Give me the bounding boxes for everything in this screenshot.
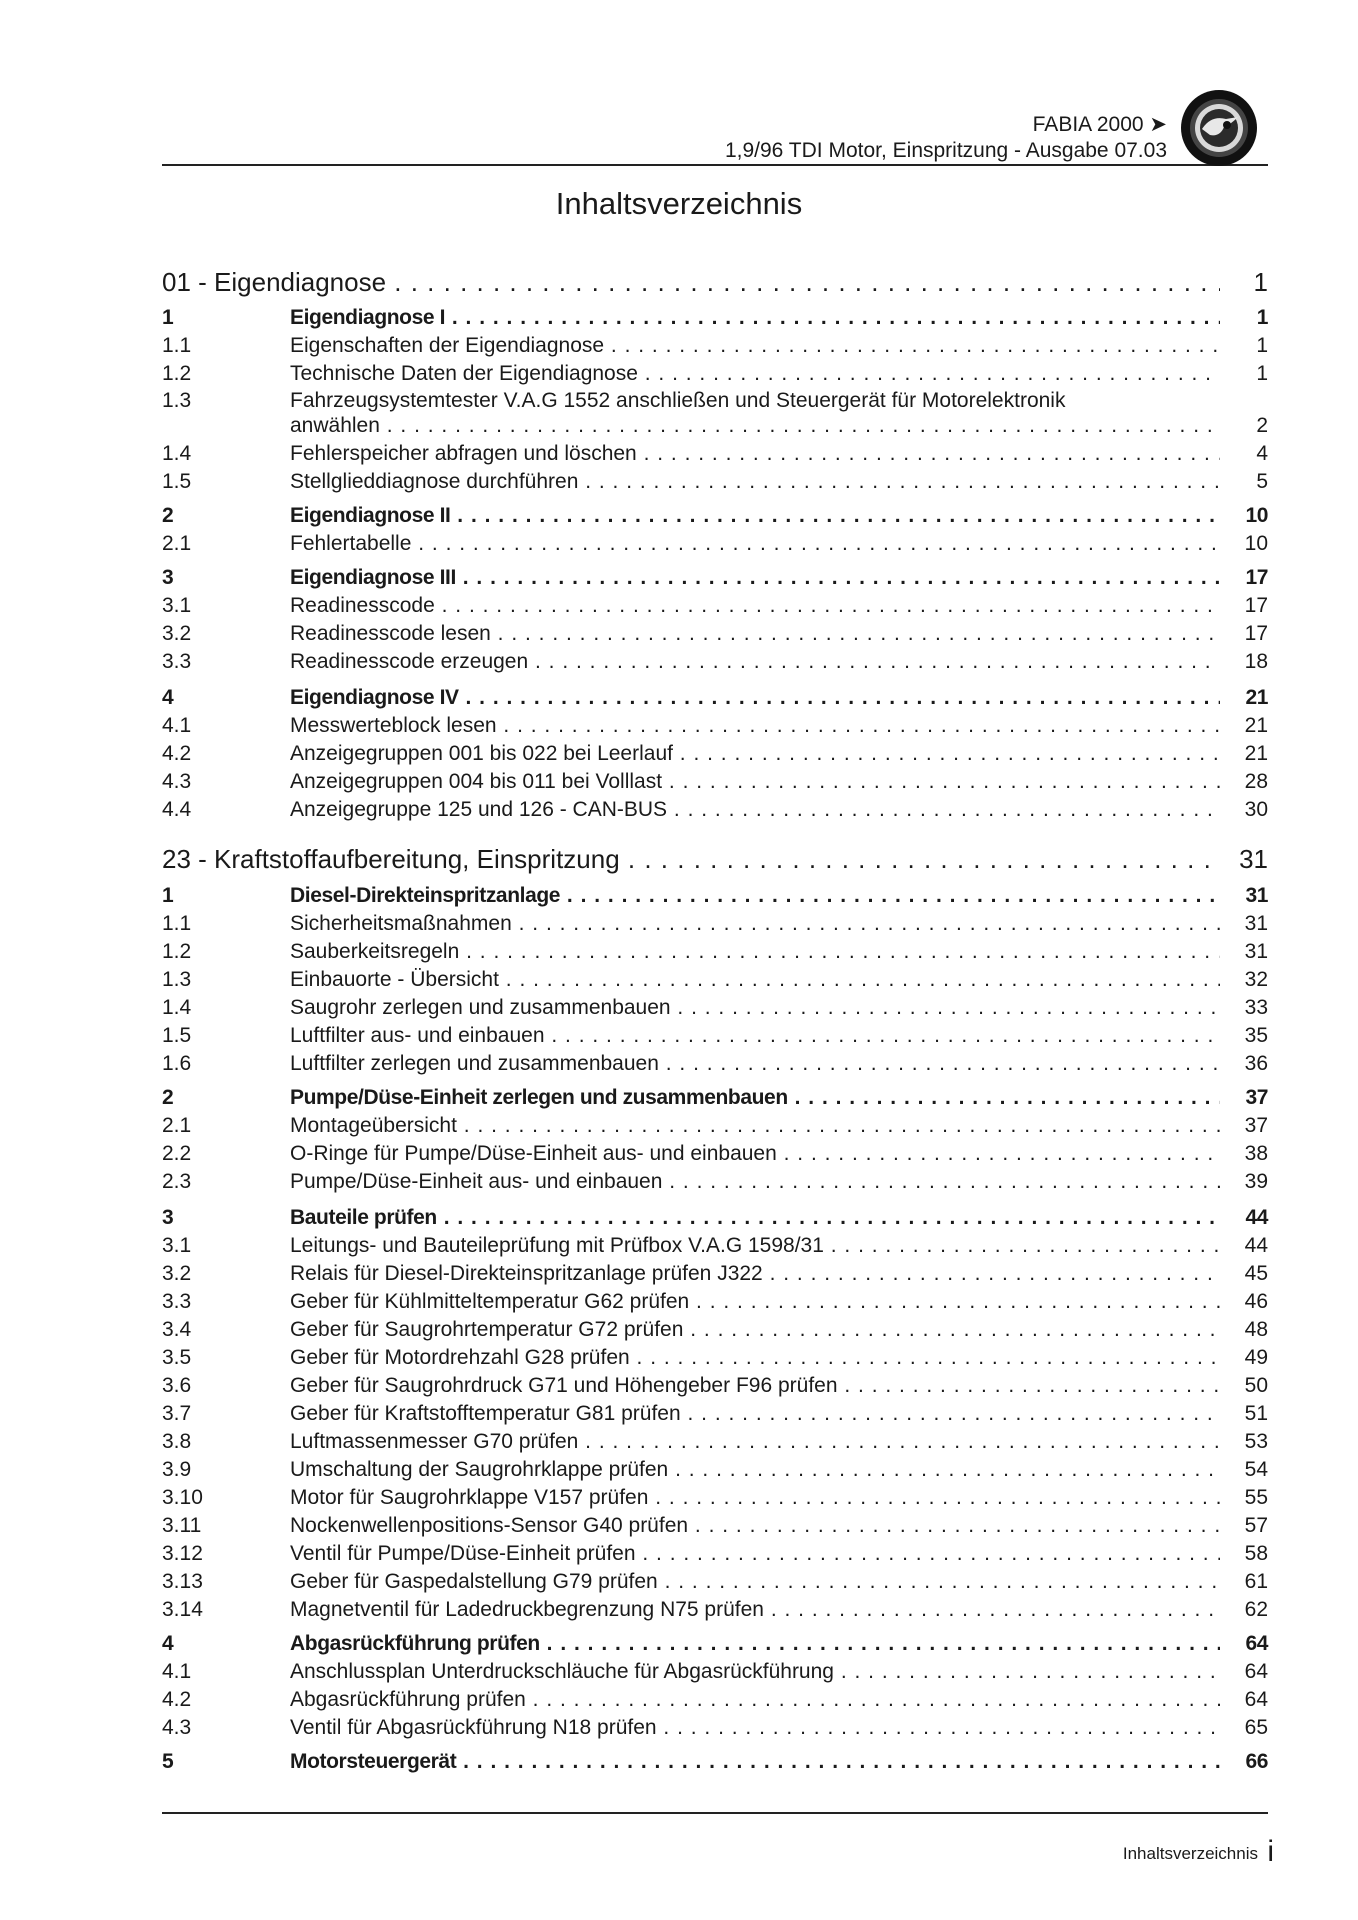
toc-label: Relais für Diesel-Direkteinspritzanlage prüfen J322 . . . bbox=[162, 1262, 1220, 1286]
footer-label: Inhaltsverzeichnis bbox=[1122, 1844, 1258, 1863]
toc-label: Eigendiagnose IV . . . bbox=[162, 686, 1220, 710]
toc-number: 3.3 bbox=[162, 1290, 192, 1313]
toc-subsection[interactable] bbox=[162, 1290, 1268, 1314]
toc-number: 3.9 bbox=[162, 1458, 192, 1481]
toc-section[interactable] bbox=[162, 1206, 1268, 1230]
toc-label: Abgasrückführung prüfen . . . bbox=[162, 1688, 1220, 1712]
toc-number: 1.3 bbox=[162, 389, 192, 412]
toc-number: 3.13 bbox=[162, 1570, 203, 1593]
toc-section[interactable] bbox=[162, 306, 1268, 330]
toc-number: 2 bbox=[162, 1086, 174, 1109]
toc-subsection[interactable] bbox=[162, 798, 1268, 822]
toc-label: Geber für Saugrohrdruck G71 und Höhengeber F96 prüfen . . . bbox=[162, 1374, 1220, 1398]
skoda-logo-icon bbox=[1180, 89, 1258, 167]
toc-number: 3.2 bbox=[162, 1262, 192, 1285]
toc-number: 3 bbox=[162, 566, 174, 589]
toc-number: 3.1 bbox=[162, 594, 192, 617]
toc-subsection[interactable] bbox=[162, 1430, 1268, 1454]
toc-subsection[interactable] bbox=[162, 1318, 1268, 1342]
toc-number: 2.3 bbox=[162, 1170, 192, 1193]
toc-page: 17 bbox=[1244, 594, 1268, 617]
toc-label: Geber für Saugrohrtemperatur G72 prüfen . . . bbox=[162, 1318, 1220, 1342]
toc-label: Luftfilter zerlegen und zusammenbauen . . . bbox=[162, 1052, 1220, 1076]
toc-page: 10 bbox=[1244, 532, 1268, 555]
toc-label: Einbauorte - Übersicht . . . bbox=[162, 968, 1220, 992]
toc-page: 44 bbox=[1245, 1206, 1268, 1229]
toc-subsection[interactable] bbox=[162, 1374, 1268, 1398]
toc-number: 3.12 bbox=[162, 1542, 203, 1565]
toc-label: Leitungs- und Bauteileprüfung mit Prüfbox V.A.G 1598/31 . . . bbox=[162, 1234, 1220, 1258]
toc-number: 1.3 bbox=[162, 968, 192, 991]
toc-label: Readinesscode erzeugen . . . bbox=[162, 650, 1220, 674]
toc-section[interactable] bbox=[162, 1086, 1268, 1110]
toc-label: Luftfilter aus- und einbauen . . . bbox=[162, 1024, 1220, 1048]
toc-page: 1 bbox=[1256, 362, 1268, 385]
toc-section[interactable] bbox=[162, 566, 1268, 590]
toc-number: 5 bbox=[162, 1750, 174, 1773]
toc-subsection[interactable] bbox=[162, 1262, 1268, 1286]
toc-number: 1 bbox=[162, 306, 174, 329]
toc-number: 3.6 bbox=[162, 1374, 192, 1397]
toc-page: 64 bbox=[1244, 1688, 1268, 1711]
toc-label: Fehlerspeicher abfragen und löschen . . . bbox=[162, 442, 1220, 466]
toc-label: Eigenschaften der Eigendiagnose . . . bbox=[162, 334, 1220, 358]
toc-page: 38 bbox=[1244, 1142, 1268, 1165]
toc-label: Sauberkeitsregeln . . . bbox=[162, 940, 1220, 964]
toc-subsection[interactable] bbox=[162, 1052, 1268, 1076]
toc-page: 31 bbox=[1244, 940, 1268, 963]
toc-number: 4.3 bbox=[162, 1716, 192, 1739]
toc-page: 4 bbox=[1256, 442, 1268, 465]
toc-page: 28 bbox=[1244, 770, 1268, 793]
toc-number: 4 bbox=[162, 686, 174, 709]
toc-subsection[interactable] bbox=[162, 770, 1268, 794]
toc-page: 31 bbox=[1245, 884, 1268, 907]
toc-label: Magnetventil für Ladedruckbegrenzung N75 prüfen . . . bbox=[162, 1598, 1220, 1622]
toc-page: 49 bbox=[1244, 1346, 1268, 1369]
toc-page: 2 bbox=[1256, 414, 1268, 437]
toc-subsection[interactable] bbox=[162, 622, 1268, 646]
toc-page: 21 bbox=[1244, 742, 1268, 765]
toc-subsection[interactable] bbox=[162, 1688, 1268, 1712]
toc-page: 37 bbox=[1245, 1086, 1268, 1109]
toc-subsection[interactable] bbox=[162, 334, 1268, 358]
toc-label: Montageübersicht . . . bbox=[162, 1114, 1220, 1138]
toc-page: 50 bbox=[1244, 1374, 1268, 1397]
toc-subsection[interactable] bbox=[162, 1542, 1268, 1566]
toc-number: 1.5 bbox=[162, 1024, 192, 1047]
toc-label: Motor für Saugrohrklappe V157 prüfen . . . bbox=[162, 1486, 1220, 1510]
toc-number: 1.2 bbox=[162, 362, 192, 385]
toc-subsection[interactable] bbox=[162, 1598, 1268, 1622]
toc-label: Technische Daten der Eigendiagnose . . . bbox=[162, 362, 1220, 386]
toc-subsection[interactable] bbox=[162, 1142, 1268, 1166]
toc-page: 62 bbox=[1244, 1598, 1268, 1621]
toc-number: 3.8 bbox=[162, 1430, 192, 1453]
toc-label: Messwerteblock lesen . . . bbox=[162, 714, 1220, 738]
toc-page: 45 bbox=[1244, 1262, 1268, 1285]
toc-page: 31 bbox=[1244, 912, 1268, 935]
toc-subsection[interactable] bbox=[162, 594, 1268, 618]
toc-page: 53 bbox=[1244, 1430, 1268, 1453]
toc-label: Eigendiagnose II . . . bbox=[162, 504, 1220, 528]
toc-page: 5 bbox=[1256, 470, 1268, 493]
toc-number: 1.6 bbox=[162, 1052, 192, 1075]
toc-subsection[interactable] bbox=[162, 1514, 1268, 1538]
toc-chapter[interactable] bbox=[162, 844, 1268, 875]
toc-label: Bauteile prüfen . . . bbox=[162, 1206, 1220, 1230]
toc-number: 2.2 bbox=[162, 1142, 192, 1165]
toc-label: Readinesscode . . . bbox=[162, 594, 1220, 618]
toc-page: 17 bbox=[1245, 566, 1268, 589]
toc-number: 3.5 bbox=[162, 1346, 192, 1369]
toc-subsection[interactable] bbox=[162, 1170, 1268, 1194]
toc-section[interactable] bbox=[162, 1632, 1268, 1656]
toc-label: Anzeigegruppen 001 bis 022 bei Leerlauf . . . bbox=[162, 742, 1220, 766]
toc-label: Sicherheitsmaßnahmen . . . bbox=[162, 912, 1220, 936]
document-subtitle: 1,9/96 TDI Motor, Einspritzung - Ausgabe 07.03 bbox=[724, 139, 1167, 162]
toc-chapter[interactable] bbox=[162, 267, 1268, 298]
toc-label: Saugrohr zerlegen und zusammenbauen . . . bbox=[162, 996, 1220, 1020]
toc-number: 3.7 bbox=[162, 1402, 192, 1425]
toc-subsection[interactable] bbox=[162, 968, 1268, 992]
toc-label: 23 - Kraftstoffaufbereitung, Einspritzung . . . bbox=[162, 844, 1220, 875]
toc-page: 39 bbox=[1244, 1170, 1268, 1193]
toc-page: 64 bbox=[1244, 1660, 1268, 1683]
toc-label: Geber für Kühlmitteltemperatur G62 prüfen . . . bbox=[162, 1290, 1220, 1314]
toc-page: 32 bbox=[1244, 968, 1268, 991]
toc-page: 17 bbox=[1244, 622, 1268, 645]
toc-number: 2 bbox=[162, 504, 174, 527]
toc-label: O-Ringe für Pumpe/Düse-Einheit aus- und einbauen . . . bbox=[162, 1142, 1220, 1166]
toc-page: 54 bbox=[1244, 1458, 1268, 1481]
toc-page: 58 bbox=[1244, 1542, 1268, 1565]
toc-number: 3 bbox=[162, 1206, 174, 1229]
toc-page: 51 bbox=[1244, 1402, 1268, 1425]
toc-page: 1 bbox=[1253, 267, 1268, 297]
toc-number: 4.3 bbox=[162, 770, 192, 793]
toc-subsection[interactable] bbox=[162, 912, 1268, 936]
toc-page: 66 bbox=[1245, 1750, 1268, 1773]
toc-page: 61 bbox=[1244, 1570, 1268, 1593]
toc-subsection[interactable] bbox=[162, 1458, 1268, 1482]
toc-number: 4.4 bbox=[162, 798, 192, 821]
toc-page: 10 bbox=[1245, 504, 1268, 527]
toc-number: 4.1 bbox=[162, 1660, 192, 1683]
toc-section[interactable] bbox=[162, 504, 1268, 528]
toc-page: 48 bbox=[1244, 1318, 1268, 1341]
page-title: Inhaltsverzeichnis bbox=[555, 186, 803, 221]
toc-number: 1.5 bbox=[162, 470, 192, 493]
toc-label: Fehlertabelle . . . bbox=[162, 532, 1220, 556]
toc-subsection[interactable] bbox=[162, 362, 1268, 386]
toc-subsection[interactable] bbox=[162, 1024, 1268, 1048]
vehicle-model: FABIA 2000 ➤ bbox=[1032, 113, 1167, 136]
toc-page: 21 bbox=[1245, 686, 1268, 709]
toc-label: Nockenwellenpositions-Sensor G40 prüfen . . . bbox=[162, 1514, 1220, 1538]
toc-page: 33 bbox=[1244, 996, 1268, 1019]
toc-number: 3.10 bbox=[162, 1486, 203, 1509]
toc-page: 44 bbox=[1244, 1234, 1268, 1257]
toc-subsection[interactable] bbox=[162, 996, 1268, 1020]
toc-number: 3.11 bbox=[162, 1514, 202, 1537]
toc-page: 57 bbox=[1244, 1514, 1268, 1537]
toc-number: 1.4 bbox=[162, 442, 192, 465]
toc-page: 65 bbox=[1244, 1716, 1268, 1739]
toc-number: 4.1 bbox=[162, 714, 192, 737]
toc-page: 31 bbox=[1239, 844, 1268, 874]
toc-label: Umschaltung der Saugrohrklappe prüfen . . . bbox=[162, 1458, 1220, 1482]
toc-number: 1.2 bbox=[162, 940, 192, 963]
toc-label: Stellglieddiagnose durchführen . . . bbox=[162, 470, 1220, 494]
toc-subsection[interactable] bbox=[162, 1570, 1268, 1594]
toc-page: 35 bbox=[1244, 1024, 1268, 1047]
toc-page: 30 bbox=[1244, 798, 1268, 821]
toc-label: Anzeigegruppen 004 bis 011 bei Volllast . . . bbox=[162, 770, 1220, 794]
header-divider bbox=[162, 164, 1268, 166]
toc-label: Geber für Motordrehzahl G28 prüfen . . . bbox=[162, 1346, 1220, 1370]
toc-label: 01 - Eigendiagnose . . . bbox=[162, 267, 1220, 298]
toc-subsection[interactable] bbox=[162, 1114, 1268, 1138]
toc-label: Motorsteuergerät . . . bbox=[162, 1750, 1220, 1774]
toc-number: 4.2 bbox=[162, 1688, 192, 1711]
toc-number: 3.14 bbox=[162, 1598, 203, 1621]
toc-label: Eigendiagnose III . . . bbox=[162, 566, 1220, 590]
toc-label: Geber für Gaspedalstellung G79 prüfen . . . bbox=[162, 1570, 1220, 1594]
toc-subsection[interactable] bbox=[162, 650, 1268, 674]
toc-subsection[interactable] bbox=[162, 1486, 1268, 1510]
toc-page: 1 bbox=[1256, 334, 1268, 357]
toc-label: Eigendiagnose I . . . bbox=[162, 306, 1220, 330]
toc-subsection[interactable] bbox=[162, 1402, 1268, 1426]
toc-page: 55 bbox=[1244, 1486, 1268, 1509]
toc-section[interactable] bbox=[162, 1750, 1268, 1774]
page-header bbox=[162, 108, 1268, 165]
toc-number: 1.1 bbox=[162, 912, 192, 935]
toc-subsection[interactable] bbox=[162, 714, 1268, 738]
toc-subsection[interactable] bbox=[162, 1716, 1268, 1740]
toc-number: 2.1 bbox=[162, 532, 192, 555]
toc-label: Geber für Kraftstofftemperatur G81 prüfen . . . bbox=[162, 1402, 1220, 1426]
toc-page: 36 bbox=[1244, 1052, 1268, 1075]
toc-subsection[interactable] bbox=[162, 470, 1268, 494]
toc-label: Pumpe/Düse-Einheit zerlegen und zusammenbauen . . . bbox=[162, 1086, 1220, 1110]
toc-section[interactable] bbox=[162, 884, 1268, 908]
toc-subsection[interactable] bbox=[162, 940, 1268, 964]
toc-number: 4 bbox=[162, 1632, 174, 1655]
toc-number: 2.1 bbox=[162, 1114, 192, 1137]
toc-label: Readinesscode lesen . . . bbox=[162, 622, 1220, 646]
toc-number: 3.3 bbox=[162, 650, 192, 673]
toc-subsection[interactable] bbox=[162, 1234, 1268, 1258]
toc-label: anwählen . . . bbox=[162, 414, 1220, 438]
toc-number: 1.1 bbox=[162, 334, 192, 357]
toc-number: 1.4 bbox=[162, 996, 192, 1019]
toc-subsection[interactable] bbox=[162, 1660, 1268, 1684]
toc-label: Ventil für Pumpe/Düse-Einheit prüfen . . . bbox=[162, 1542, 1220, 1566]
footer-divider bbox=[162, 1812, 1268, 1814]
toc-number: 3.4 bbox=[162, 1318, 192, 1341]
toc-subsection[interactable] bbox=[162, 1346, 1268, 1370]
toc-page: 1 bbox=[1256, 306, 1268, 329]
toc-number: 3.2 bbox=[162, 622, 192, 645]
toc-label-wrapped[interactable]: Fahrzeugsystemtester V.A.G 1552 anschließen und Steuergerät für Motorelektronik bbox=[290, 389, 1066, 412]
toc-label: Pumpe/Düse-Einheit aus- und einbauen . . . bbox=[162, 1170, 1220, 1194]
toc-page: 46 bbox=[1244, 1290, 1268, 1313]
toc-page: 64 bbox=[1245, 1632, 1268, 1655]
toc-label: Abgasrückführung prüfen . . . bbox=[162, 1632, 1220, 1656]
toc-number: 1 bbox=[162, 884, 174, 907]
toc-subsection[interactable] bbox=[162, 442, 1268, 466]
footer-page-number: i bbox=[1267, 1835, 1274, 1868]
toc-label: Ventil für Abgasrückführung N18 prüfen . . . bbox=[162, 1716, 1220, 1740]
toc-label: Anzeigegruppe 125 und 126 - CAN-BUS . . . bbox=[162, 798, 1220, 822]
toc-page: 37 bbox=[1244, 1114, 1268, 1137]
toc-page: 18 bbox=[1244, 650, 1268, 673]
toc-page: 21 bbox=[1244, 714, 1268, 737]
toc-number: 3.1 bbox=[162, 1234, 192, 1257]
toc-label: Diesel-Direkteinspritzanlage . . . bbox=[162, 884, 1220, 908]
toc-subsection[interactable] bbox=[162, 742, 1268, 766]
toc-number: 4.2 bbox=[162, 742, 192, 765]
toc-section[interactable] bbox=[162, 686, 1268, 710]
toc-subsection[interactable] bbox=[162, 532, 1268, 556]
toc-label: Luftmassenmesser G70 prüfen . . . bbox=[162, 1430, 1220, 1454]
toc-label: Anschlussplan Unterdruckschläuche für Abgasrückführung . . . bbox=[162, 1660, 1220, 1684]
